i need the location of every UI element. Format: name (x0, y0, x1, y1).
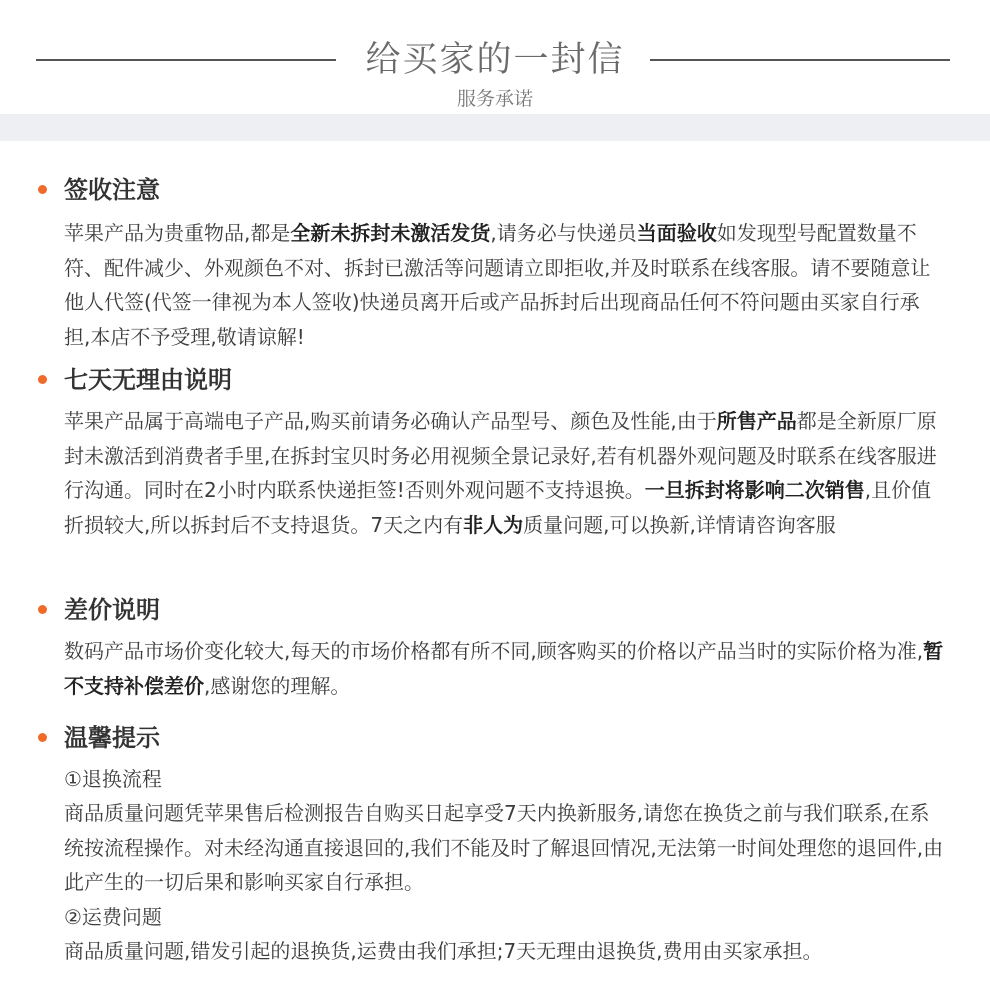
letter-header (0, 0, 990, 114)
section-price-difference (0, 590, 990, 703)
bullet-icon (38, 605, 47, 614)
section-paragraph (64, 634, 944, 703)
tip-paragraph: 商品质量问题凭苹果售后检测报告自购买日起享受7天内换新服务,请您在换货之前与我们联系,在系统按流程操作。对未经沟通直接退回的,我们不能及时了解退回情况,无法第一时间处理您的退回件,由此产生的一切后果和影响买家自行承担。 (64, 801, 944, 894)
bullet-icon (38, 733, 47, 742)
section-heading (0, 718, 990, 758)
emphasis-text: 非人为 (463, 512, 524, 537)
text-segment: 质量问题,可以换新,详情请咨询客服 (523, 512, 836, 537)
section-paragraph (64, 404, 944, 542)
tip-paragraph: 商品质量问题,错发引起的退换货,运费由我们承担;7天无理由退换货,费用由买家承担。 (64, 938, 823, 963)
section-title: 差价说明 (64, 596, 160, 624)
page-title: 给买家的一封信 (365, 40, 625, 80)
emphasis-text: 当面验收 (636, 221, 717, 245)
section-heading (0, 360, 990, 400)
text-segment: ,感谢您的理解。 (204, 673, 351, 698)
section-signing-notice (0, 170, 990, 354)
page-subtitle: 服务承诺 (456, 88, 533, 110)
text-segment: 数码产品市场价变化较大,每天的市场价格都有所不同,顾客购买的价格以产品当时的实际价格为准, (64, 639, 924, 663)
text-segment: 苹果产品属于高端电子产品,购买前请务必确认产品型号、颜色及性能,由于 (64, 409, 717, 433)
section-title: 签收注意 (64, 176, 160, 204)
emphasis-text: 暂不支持补偿差价 (64, 639, 944, 698)
header-band (0, 114, 990, 141)
section-heading (0, 170, 990, 210)
section-seven-day-return (0, 360, 990, 542)
text-segment: ,且价值折损较大,所以拆封后不支持退货。7天之内有 (64, 478, 932, 537)
emphasis-text: 一旦拆封将影响二次销售 (644, 478, 865, 502)
tip-label-shipping: ②运费问题 (64, 904, 162, 929)
bullet-icon (38, 185, 47, 194)
text-segment: 如发现型号配置数量不符、配件减少、外观颜色不对、拆封已激活等问题请立即拒收,并及时联系在线客服。请不要随意让他人代签(代签一律视为本人签收)快递员离开后或产品拆封后出现商品任何不符问题由买家自行承担,本店不予受理,敬请谅解! (64, 221, 931, 349)
bullet-icon (38, 375, 47, 384)
section-title: 温馨提示 (64, 724, 160, 752)
emphasis-text: 全新未拆封未激活发货 (290, 221, 491, 245)
header-divider-right (650, 59, 950, 61)
emphasis-text: 所售产品 (716, 409, 797, 433)
section-paragraph (64, 216, 944, 354)
text-segment: ,请务必与快递员 (490, 221, 637, 245)
text-segment: 都是全新原厂原封未激活到消费者手里,在拆封宝贝时务必用视频全景记录好,若有机器外观问题及时联系在线客服进行沟通。同时在2小时内联系快递拒签!否则外观问题不支持退换。 (64, 409, 937, 502)
section-heading (0, 590, 990, 630)
tip-label-return-process: ①退换流程 (64, 767, 162, 791)
section-tips (0, 718, 990, 968)
text-segment: 苹果产品为贵重物品,都是 (64, 221, 291, 245)
section-title: 七天无理由说明 (64, 366, 232, 394)
